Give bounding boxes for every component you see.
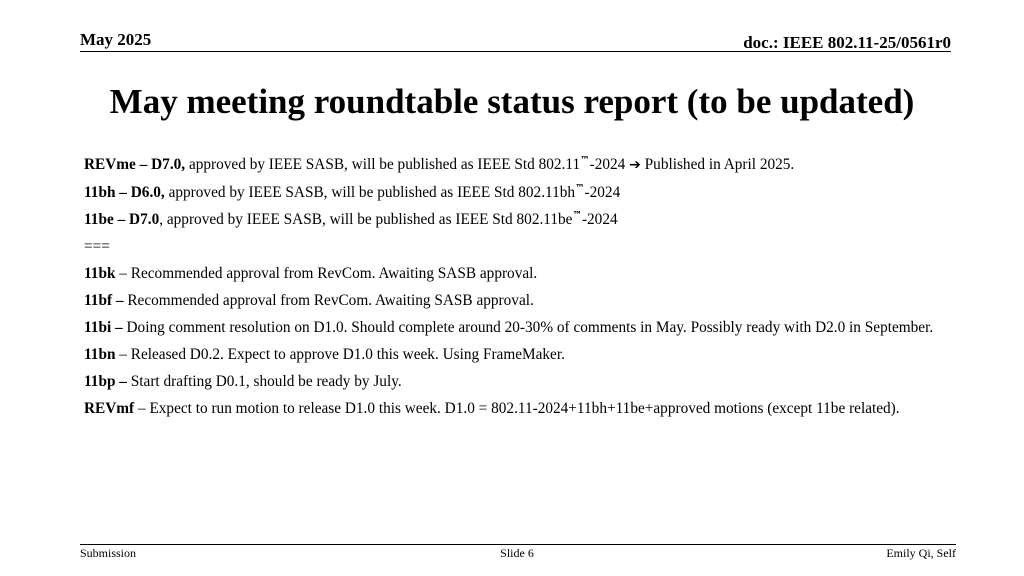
status-item-11bf [84, 290, 954, 311]
right-arrow-icon: ➔ [629, 157, 641, 173]
status-item-11be [84, 209, 954, 230]
status-item-11bh [84, 182, 954, 203]
trademark-symbol: ™ [575, 182, 585, 194]
item-text: approved by IEEE SASB, will be published as IEEE Std 802.11 [185, 156, 581, 173]
footer-slide-number: Slide 6 [500, 546, 534, 560]
header-date: May 2025 [80, 30, 152, 49]
item-text: Recommended approval from RevCom. Awaiting SASB approval. [123, 292, 534, 309]
item-text: – Recommended approval from RevCom. Awaiting SASB approval. [115, 265, 538, 282]
item-text: , approved by IEEE SASB, will be published as IEEE Std 802.11be [159, 211, 573, 228]
slide-title: May meeting roundtable status report (to be updated) [109, 82, 915, 121]
item-label: 11bp – [84, 373, 127, 390]
item-label: 11bf – [84, 292, 124, 309]
item-label: 11bi – [84, 319, 123, 336]
item-text: -2024 [584, 184, 621, 201]
item-text: Start drafting D0.1, should be ready by July. [126, 373, 402, 390]
item-label: 11bh – D6.0, [84, 184, 165, 201]
header-doc-id: doc.: IEEE 802.11-25/0561r0 [743, 33, 951, 52]
status-item-revmf [84, 398, 954, 419]
status-item-11bp [84, 371, 954, 392]
item-label: 11bn [84, 346, 116, 363]
footer-divider [80, 544, 956, 545]
status-item-11bi [84, 317, 954, 338]
footer-submission: Submission [80, 546, 137, 560]
item-text: -2024 [581, 211, 618, 228]
item-text: Doing comment resolution on D1.0. Should complete around 20-30% of comments in May. Possibly ready with D2.0 in September. [122, 319, 934, 336]
status-item-11bn [84, 344, 954, 365]
status-item-revme [84, 154, 954, 176]
header-divider [80, 51, 951, 52]
trademark-symbol: ™ [572, 209, 582, 221]
item-text: – Expect to run motion to release D1.0 this week. D1.0 = 802.11-2024+11bh+11be+approved motions (except 11be related). [134, 400, 900, 417]
item-text: – Released D0.2. Expect to approve D1.0 this week. Using FrameMaker. [115, 346, 565, 363]
item-label: 11bk [84, 265, 116, 282]
item-label: 11be – D7.0 [84, 211, 160, 228]
item-label: REVmf [84, 400, 135, 417]
item-label: REVme – D7.0, [84, 156, 186, 173]
section-separator: === [84, 238, 110, 255]
trademark-symbol: ™ [580, 154, 590, 166]
status-item-11bk [84, 263, 954, 284]
status-list [84, 154, 954, 425]
item-text: Published in April 2025. [640, 156, 795, 173]
item-text: approved by IEEE SASB, will be published as IEEE Std 802.11bh [164, 184, 576, 201]
footer-author: Emily Qi, Self [886, 546, 956, 560]
item-text: -2024 [589, 156, 630, 173]
